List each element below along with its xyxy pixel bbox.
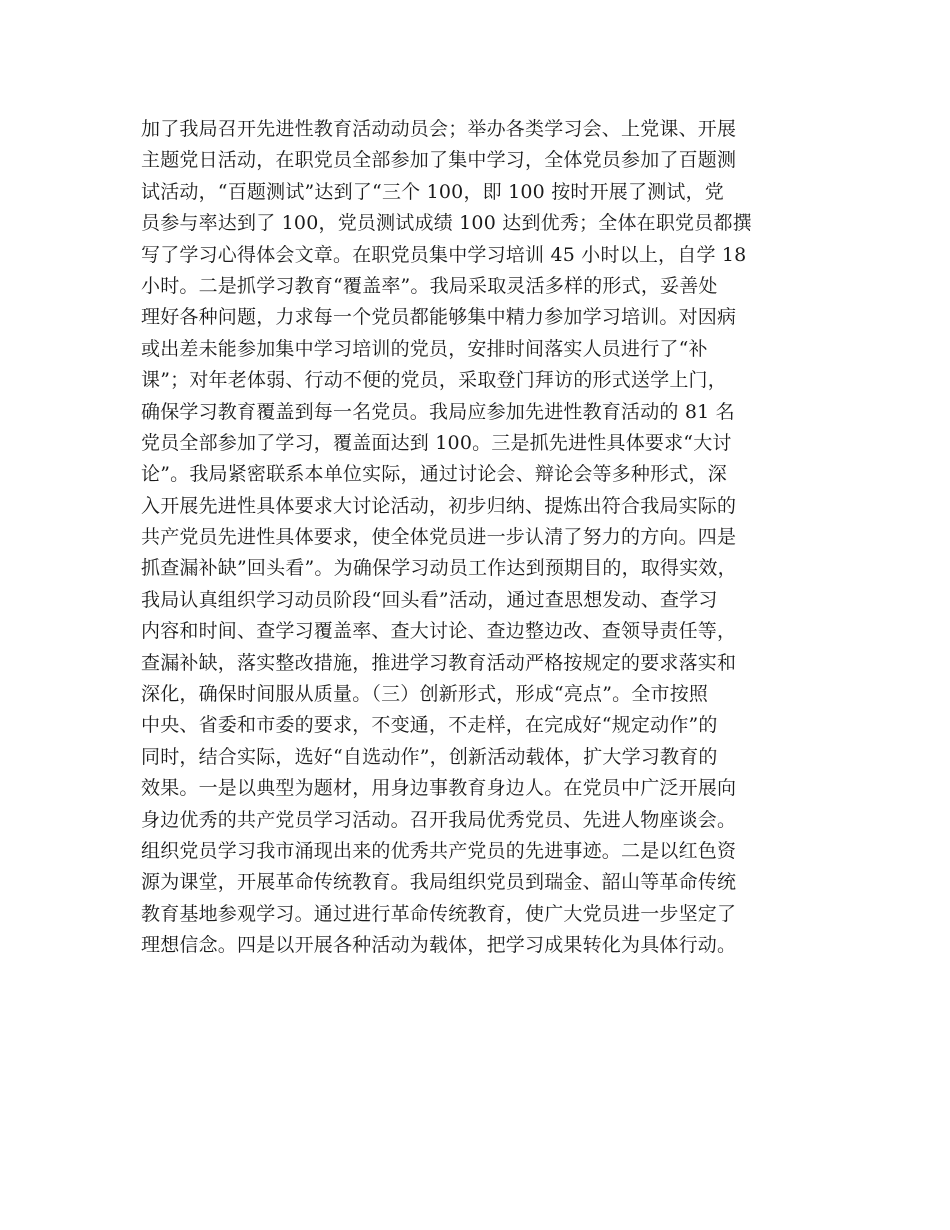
text-line: 或出差未能参加集中学习培训的党员，安排时间落实人员进行了“补 [141,337,708,360]
text-line: 我局认真组织学习动员阶段“回头看”活动，通过查思想发动、查学习 [141,588,718,611]
body-text [141,114,821,962]
text-line: 深化，确保时间服从质量。（三）创新形式，形成“亮点”。全市按照 [141,683,709,706]
text-line: 教育基地参观学习。通过进行革命传统教育，使广大党员进一步坚定了 [141,902,737,925]
text-line: 抓查漏补缺”回头看”。为确保学习动员工作达到预期目的，取得实效， [141,557,737,580]
text-line: 效果。一是以典型为题材，用身边事教育身边人。在党员中广泛开展向 [141,777,737,800]
text-line: 查漏补缺，落实整改措施，推进学习教育活动严格按规定的要求落实和 [141,651,737,674]
text-line: 组织党员学习我市涌现出来的优秀共产党员的先进事迹。二是以红色资 [141,839,737,862]
text-line: 理想信念。四是以开展各种活动为载体，把学习成果转化为具体行动。 [141,934,737,957]
text-line: 内容和时间、查学习覆盖率、查大讨论、查边整边改、查领导责任等， [141,620,737,643]
text-line: 论”。我局紧密联系本单位实际，通过讨论会、辩论会等多种形式，深 [141,463,727,486]
text-line: 共产党员先进性具体要求，使全体党员进一步认清了努力的方向。四是 [141,526,737,549]
text-line: 课”；对年老体弱、行动不便的党员，采取登门拜访的形式送学上门， [141,369,727,392]
text-line: 理好各种问题，力求每一个党员都能够集中精力参加学习培训。对因病 [141,306,737,329]
text-line: 写了学习心得体会文章。在职党员集中学习培训 45 小时以上，自学 18 [141,243,747,266]
text-line: 身边优秀的共产党员学习活动。召开我局优秀党员、先进人物座谈会。 [141,808,737,831]
text-line: 试活动，“百题测试”达到了“三个 100，即 100 按时开展了测试，党 [141,180,724,203]
text-line: 员参与率达到了 100，党员测试成绩 100 达到优秀；全体在职党员都撰 [141,212,752,235]
text-line: 加了我局召开先进性教育活动动员会；举办各类学习会、上党课、开展 [141,118,737,140]
text-line: 确保学习教育覆盖到每一名党员。我局应参加先进性教育活动的 81 名 [141,400,735,423]
text-line: 小时。二是抓学习教育“覆盖率”。我局采取灵活多样的形式，妥善处 [141,274,718,297]
text-line: 党员全部参加了学习，覆盖面达到 100。三是抓先进性具体要求“大讨 [141,431,732,454]
text-line: 入开展先进性具体要求大讨论活动，初步归纳、提炼出符合我局实际的 [141,494,737,517]
text-line: 主题党日活动，在职党员全部参加了集中学习，全体党员参加了百题测 [141,149,737,172]
text-line: 源为课堂，开展革命传统教育。我局组织党员到瑞金、韶山等革命传统 [141,871,737,894]
text-line: 中央、省委和市委的要求，不变通，不走样，在完成好“规定动作”的 [141,714,718,737]
text-line: 同时，结合实际，选好“自选动作”，创新活动载体，扩大学习教育的 [141,745,718,768]
